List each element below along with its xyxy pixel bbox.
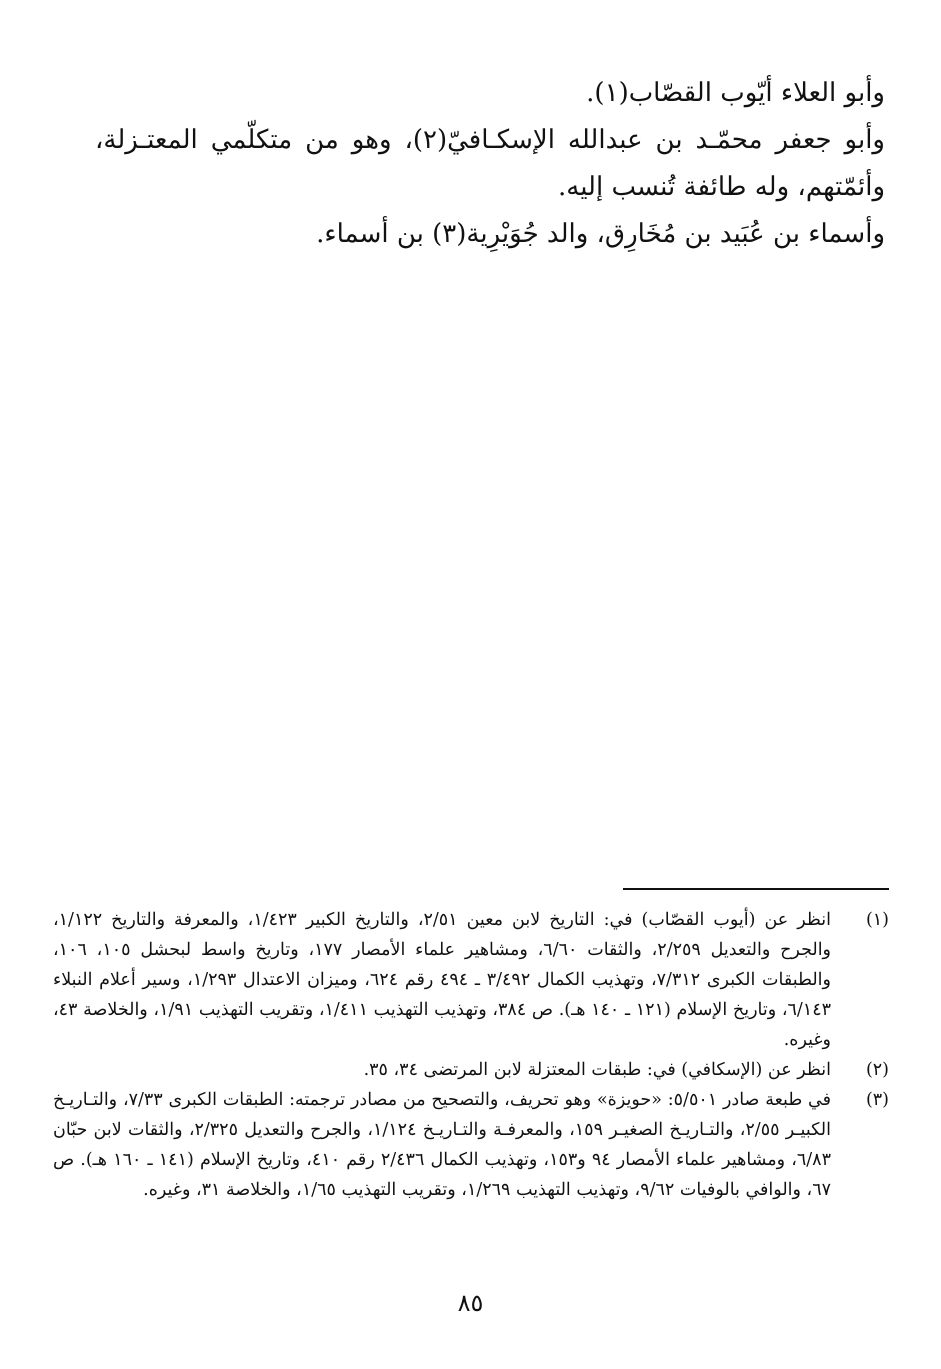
- footnotes: [53, 905, 889, 1205]
- page-number: ٨٥: [457, 1289, 484, 1317]
- main-paragraph-3: وأسماء بن عُبَيد بن مُخَارِق، والد جُوَيْرِية(٣) بن أسماء.: [316, 219, 885, 249]
- footnote-2: [53, 1055, 889, 1085]
- footnote-1: [53, 905, 889, 1055]
- footnote-1-number: (١): [865, 910, 889, 930]
- footnote-separator: [623, 888, 889, 890]
- footnote-2-text: انظر عن (الإسكافي) في: طبقات المعتزلة لابن المرتضى ٣٤، ٣٥.: [363, 1060, 831, 1080]
- main-paragraph-2: وأبو جعفر محمّـد بن عبدالله الإسكـافيّ(٢)، وهو من متكلّمي المعتـزلة، وأئمّتهم، وله طائفة تُنسب إليه.: [95, 125, 885, 202]
- footnote-3: [53, 1085, 889, 1205]
- footnote-3-text: في طبعة صادر ٥/٥٠١: «حويزة» وهو تحريف، والتصحيح من مصادر ترجمته: الطبقات الكبرى ٧/٣٣، والتـاريـخ الكبيـر ٢/٥٥، والتـاريـخ الصغيـر ١٥٩، والمعرفـة والتـاريـخ ١/١٢٤، والجرح والتعديل ٢/٣٢٥، والثقات لابن حبّان ٦/٨٣، ومشاهير علماء الأمصار ٩٤ و١٥٣، وتهذيب الكمال ٢/٤٣٦ رقم ٤١٠، وتاريخ الإسلام (١٤١ ـ ١٦٠ هـ). ص ٦٧، والوافي بالوفيات ٩/٦٢، وتهذيب التهذيب ١/٢٦٩، وتقريب التهذيب ١/٦٥، والخلاصة ٣١، وغيره.: [53, 1090, 832, 1200]
- main-text: [95, 70, 885, 258]
- footnote-1-text: انظر عن (أيوب القصّاب) في: التاريخ لابن معين ٢/٥١، والتاريخ الكبير ١/٤٢٣، والمعرفة والتاريخ ١/١٢٢، والجرح والتعديل ٢/٢٥٩، والثقات ٦/٦٠، ومشاهير علماء الأمصار ١٧٧، وتاريخ واسط لبحشل ١٠٥، ١٠٦، والطبقات الكبرى ٧/٣١٢، وتهذيب الكمال ٣/٤٩٢ ـ ٤٩٤ رقم ٦٢٤، وميزان الاعتدال ١/٢٩٣، وسير أعلام النبلاء ٦/١٤٣، وتاريخ الإسلام (١٢١ ـ ١٤٠ هـ). ص ٣٨٤، وتهذيب التهذيب ١/٤١١، وتقريب التهذيب ١/٩١، والخلاصة ٤٣، وغيره.: [53, 910, 832, 1050]
- footnote-3-number: (٣): [865, 1090, 889, 1110]
- main-paragraph-1: وأبو العلاء أيّوب القصّاب(١).: [586, 78, 885, 108]
- footnote-2-number: (٢): [865, 1060, 889, 1080]
